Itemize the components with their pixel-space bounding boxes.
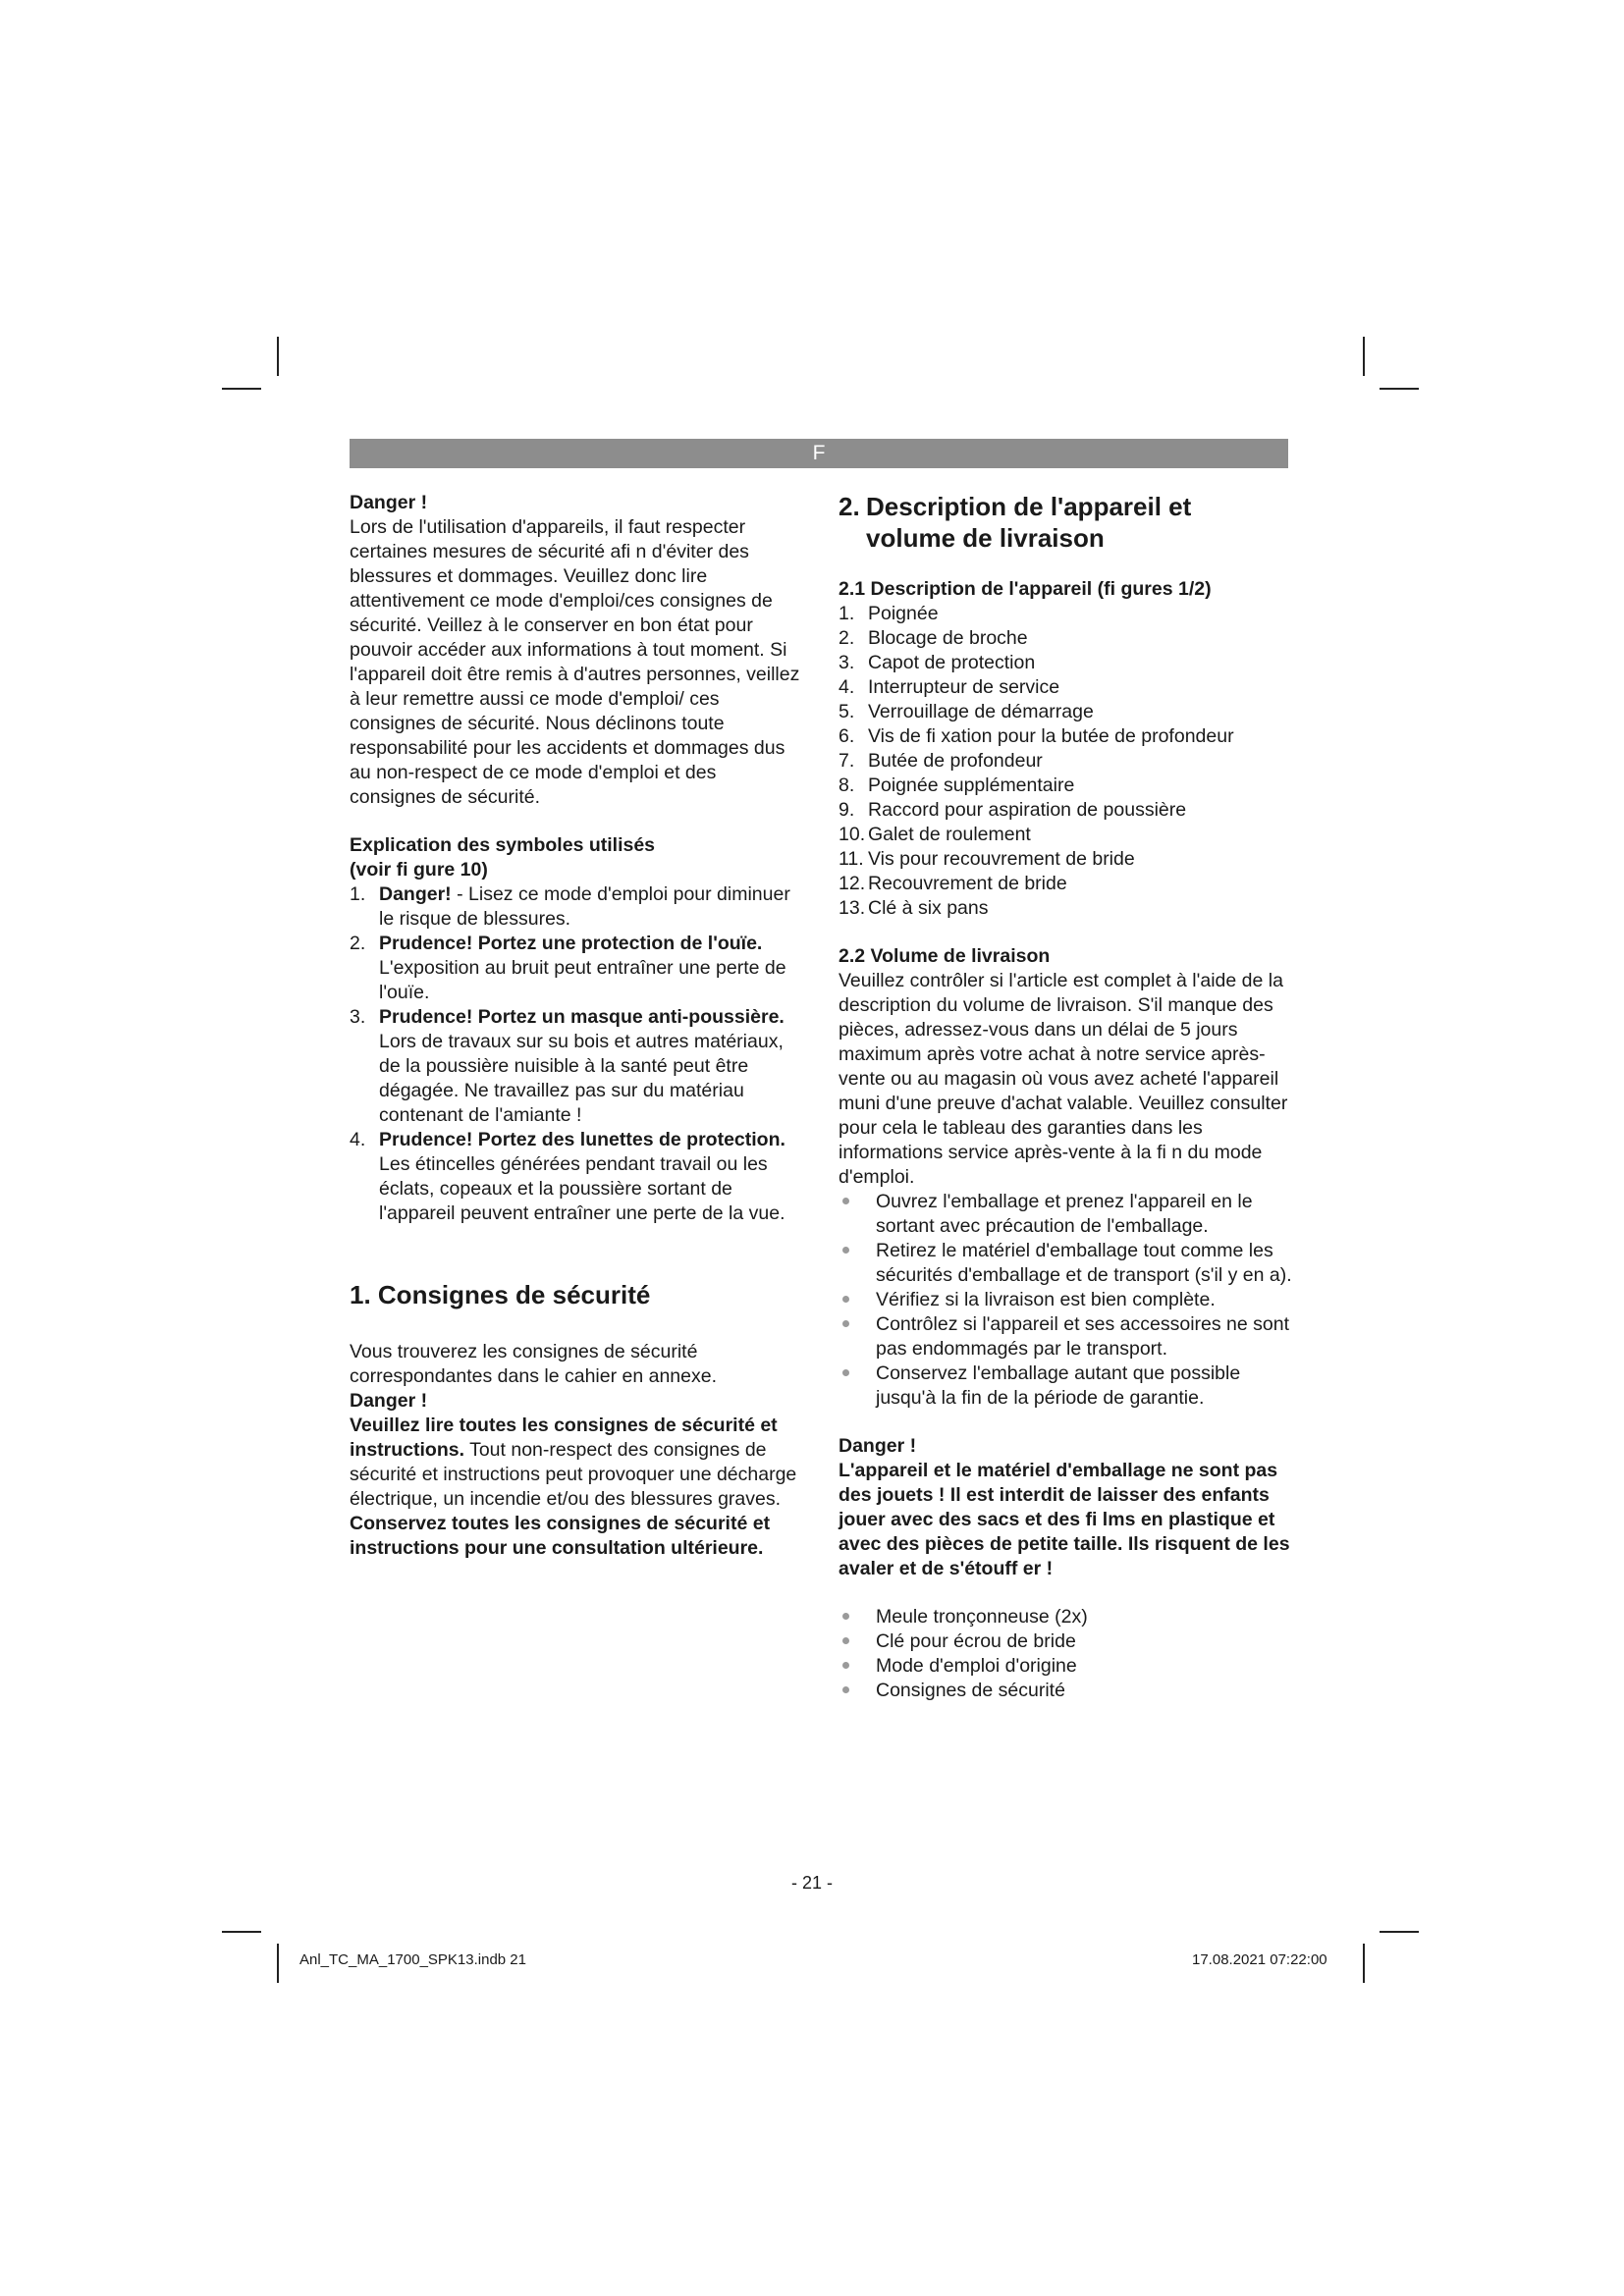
- list-item: [839, 896, 1300, 921]
- list-item: [839, 847, 1300, 872]
- danger-title: Danger !: [350, 492, 428, 513]
- crop-mark: [277, 1944, 279, 1983]
- item-number: 2.: [839, 627, 855, 649]
- list-item: Contrôlez si l'appareil et ses accessoires ne sont pas endommagés par le transport.: [839, 1312, 1300, 1362]
- list-item: [839, 651, 1300, 675]
- item-bold: Prudence! Portez une protection de l'ouïe.: [379, 933, 763, 954]
- list-item: [839, 749, 1300, 774]
- list-item: [839, 823, 1300, 847]
- list-item: [839, 774, 1300, 798]
- item-label: Blocage de broche: [868, 627, 1028, 649]
- list-item: Mode d'emploi d'origine: [839, 1654, 1300, 1679]
- list-item: [839, 724, 1300, 749]
- item-text: Les étincelles générées pendant travail ou les éclats, copeaux et la poussière sortant de l'appareil peuvent entraîner une perte de la vue.: [379, 1153, 785, 1224]
- subsection-2-1-title: 2.1 Description de l'appareil (fi gures 1/2): [839, 578, 1212, 600]
- item-number: 13.: [839, 897, 866, 919]
- section-title-line: volume de livraison: [866, 523, 1105, 553]
- section-number: 2.: [839, 492, 860, 521]
- item-label: Poignée supplémentaire: [868, 774, 1075, 796]
- list-item: [839, 700, 1300, 724]
- list-item: [839, 675, 1300, 700]
- item-number: 6.: [839, 725, 855, 747]
- list-item: [350, 1128, 801, 1226]
- item-bold: Danger!: [379, 883, 452, 905]
- item-number: 1.: [839, 603, 855, 624]
- list-item: Retirez le matériel d'emballage tout comme les sécurités d'emballage et de transport (s'il y en a).: [839, 1239, 1300, 1288]
- item-number: 10.: [839, 824, 866, 845]
- item-label: Clé à six pans: [868, 897, 989, 919]
- crop-mark: [222, 1931, 261, 1933]
- warning-bold: Veuillez lire toutes les consignes de sécurité et instructions.: [350, 1415, 778, 1461]
- item-label: Butée de profondeur: [868, 750, 1043, 772]
- list-item: Conservez l'emballage autant que possible jusqu'à la fin de la période de garantie.: [839, 1362, 1300, 1411]
- left-column: [350, 491, 801, 1561]
- list-item: Vérifiez si la livraison est bien complète.: [839, 1288, 1300, 1312]
- item-bold: Prudence! Portez des lunettes de protection.: [379, 1129, 785, 1150]
- list-item: [839, 872, 1300, 896]
- list-item: [839, 798, 1300, 823]
- item-label: Galet de roulement: [868, 824, 1031, 845]
- list-item: Ouvrez l'emballage et prenez l'appareil en le sortant avec précaution de l'emballage.: [839, 1190, 1300, 1239]
- item-number: 2.: [350, 933, 366, 954]
- section-1-title: 1. Consignes de sécurité: [350, 1280, 651, 1309]
- list-item: [350, 1005, 801, 1128]
- item-label: Interrupteur de service: [868, 676, 1060, 698]
- item-number: 1.: [350, 883, 366, 905]
- item-label: Recouvrement de bride: [868, 873, 1067, 894]
- page-number: - 21 -: [790, 1873, 833, 1893]
- list-item: Meule tronçonneuse (2x): [839, 1605, 1300, 1629]
- crop-mark: [1380, 388, 1419, 390]
- item-number: 3.: [350, 1006, 366, 1028]
- list-item: [839, 626, 1300, 651]
- item-text: - Lisez ce mode d'emploi pour diminuer le risque de blessures.: [379, 883, 790, 930]
- footer-file-name: Anl_TC_MA_1700_SPK13.indb 21: [299, 1951, 526, 1968]
- danger-paragraph: Lors de l'utilisation d'appareils, il faut respecter certaines mesures de sécurité afi n d'éviter des blessures et dommages. Veuillez donc lire attentivement ce mode d'emploi/ces consignes de sécurité. Veillez à le conserver en bon état pour pouvoir accéder aux informations à tout moment. Si l'appareil doit être remis à d'autres personnes, veillez à leur remettre aussi ce mode d'emploi/ ces consignes de sécurité. Nous déclinons toute responsabilité pour les accidents et dommages dus au non-respect de ce mode d'emploi et des consignes de sécurité.: [350, 516, 800, 808]
- item-label: Poignée: [868, 603, 939, 624]
- item-number: 4.: [839, 676, 855, 698]
- danger-paragraph: [350, 1414, 801, 1512]
- item-number: 5.: [839, 701, 855, 722]
- list-item: Consignes de sécurité: [839, 1679, 1300, 1703]
- item-label: Vis pour recouvrement de bride: [868, 848, 1135, 870]
- item-label: Verrouillage de démarrage: [868, 701, 1094, 722]
- item-label: Raccord pour aspiration de poussière: [868, 799, 1187, 821]
- item-label: Capot de protection: [868, 652, 1036, 673]
- section-1-paragraph: Vous trouverez les consignes de sécurité correspondantes dans le cahier en annexe.: [350, 1341, 718, 1387]
- symbols-title-ref: (voir fi gure 10): [350, 859, 488, 881]
- item-number: 4.: [350, 1129, 366, 1150]
- right-column: [839, 491, 1300, 1703]
- item-text: Lors de travaux sur su bois et autres matériaux, de la poussière nuisible à la santé peut être dégagée. Ne travaillez pas sur du matériau contenant de l'amiante !: [379, 1031, 784, 1126]
- section-title-line: Description de l'appareil et: [866, 492, 1192, 521]
- section-letter: F: [812, 442, 826, 464]
- delivery-contents-list: [839, 1605, 1300, 1703]
- crop-mark: [1363, 1944, 1365, 1983]
- subsection-2-2-title: 2.2 Volume de livraison: [839, 945, 1051, 967]
- item-text: L'exposition au bruit peut entraîner une perte de l'ouïe.: [379, 957, 786, 1003]
- crop-mark: [1380, 1931, 1419, 1933]
- crop-mark: [1363, 337, 1365, 376]
- list-item: Clé pour écrou de bride: [839, 1629, 1300, 1654]
- unpacking-steps-list: [839, 1190, 1300, 1411]
- crop-mark: [277, 337, 279, 376]
- item-number: 8.: [839, 774, 855, 796]
- danger-paragraph: L'appareil et le matériel d'emballage ne sont pas des jouets ! Il est interdit de laisser des enfants jouer avec des sacs et des fi lms en plastique et avec des pièces de petite taille. Ils risquent de les avaler et de s'étouff er !: [839, 1460, 1290, 1579]
- item-number: 3.: [839, 652, 855, 673]
- parts-list: [839, 602, 1300, 921]
- item-bold: Prudence! Portez un masque anti-poussière.: [379, 1006, 785, 1028]
- list-item: [350, 882, 801, 932]
- section-header-band: [350, 439, 1288, 468]
- list-item: [839, 602, 1300, 626]
- symbols-title: Explication des symboles utilisés: [350, 834, 656, 856]
- item-number: 12.: [839, 873, 866, 894]
- section-2-title: [839, 491, 1300, 554]
- warning-text: Tout non-respect des consignes de sécurité et instructions peut provoquer une décharge électrique, un incendie et/ou des blessures graves.: [350, 1439, 797, 1510]
- danger-title: Danger !: [350, 1390, 428, 1412]
- item-number: 11.: [839, 848, 864, 870]
- crop-mark: [222, 388, 261, 390]
- list-item: [350, 932, 801, 1005]
- footer-date-time: 17.08.2021 07:22:00: [1192, 1951, 1327, 1968]
- item-number: 7.: [839, 750, 855, 772]
- item-label: Vis de fi xation pour la butée de profondeur: [868, 725, 1234, 747]
- keep-instructions-note: Conservez toutes les consignes de sécurité et instructions pour une consultation ultérieure.: [350, 1513, 771, 1559]
- danger-title: Danger !: [839, 1435, 917, 1457]
- delivery-paragraph: Veuillez contrôler si l'article est complet à l'aide de la description du volume de livraison. S'il manque des pièces, adressez-vous dans un délai de 5 jours maximum après votre achat à notre service après-vente ou au magasin où vous avez acheté l'appareil muni d'une preuve d'achat valable. Veuillez consulter pour cela le tableau des garanties dans les informations service après-vente à la fi n du mode d'emploi.: [839, 970, 1288, 1188]
- item-number: 9.: [839, 799, 855, 821]
- symbols-list: [350, 882, 801, 1226]
